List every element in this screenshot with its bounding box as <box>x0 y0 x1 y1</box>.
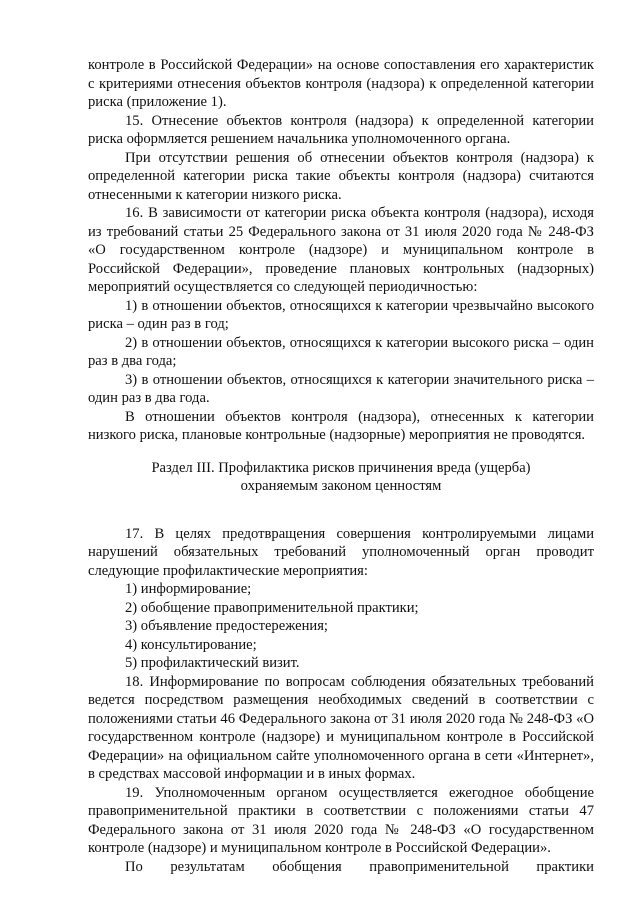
section-heading-line-2: охраняемым законом ценностям <box>240 478 442 494</box>
list-item: 5) профилактический визит. <box>125 655 300 671</box>
paragraph-final: По результатам обобщения правоприменительной практики <box>125 858 594 875</box>
paragraph-low-risk: В отношении объектов контроля (надзора), отнесенных к категории низкого риска, плановые контрольные (надзорные) мероприятия не проводятся. <box>88 408 594 443</box>
list-item-risk-3: 3) в отношении объектов, относящихся к категории значительного риска – один раз в два года. <box>88 371 594 406</box>
spacer <box>88 496 594 525</box>
paragraph-17: 17. В целях предотвращения совершения контролируемыми лицами нарушений обязательных требований уполномоченный орган проводит следующие профилактические мероприятия: <box>88 525 594 579</box>
list-item: 2) обобщение правоприменительной практики; <box>125 599 419 616</box>
paragraph-continuation: контроле в Российской Федерации» на основе сопоставления его характеристик с критериями отнесения объектов контроля (надзора) к определенной категории риска (приложение 1). <box>88 57 594 110</box>
paragraph-16: 16. В зависимости от категории риска объекта контроля (надзора), исходя из требований статьи 25 Федерального закона от 31 июля 2020 года № 248-ФЗ «О государственном контроле (надзоре) и муниципальном контроле в Российской Федерации», проведение плановых контрольных (надзорных) мероприятий осуществляется со следующей периодичностью: <box>88 205 594 295</box>
paragraph-19: 19. Уполномоченным органом осуществляется ежегодное обобщение правоприменительной практики в соответствии с положениями статьи 47 Федерального закона от 31 июля 2020 года № 248-ФЗ «О государственном контроле (надзоре) и муниципальном контроле в Российской Федерации». <box>88 784 594 856</box>
paragraph-15: 15. Отнесение объектов контроля (надзора) к определенной категории риска оформляется решением начальника уполномоченного органа. <box>88 112 594 147</box>
list-item-risk-1: 1) в отношении объектов, относящихся к категории чрезвычайно высокого риска – один раз в год; <box>88 297 594 332</box>
paragraph-no-decision: При отсутствии решения об отнесении объектов контроля (надзора) к определенной категории риска такие объекты контроля (надзора) считаются отнесенными к категории низкого риска. <box>88 149 594 203</box>
section-heading <box>88 459 594 496</box>
document-page <box>88 56 594 876</box>
list-item: 4) консультирование; <box>125 636 257 653</box>
section-heading-line-1: Раздел III. Профилактика рисков причинения вреда (ущерба) <box>151 459 531 476</box>
list-item: 1) информирование; <box>125 581 252 597</box>
paragraph-18: 18. Информирование по вопросам соблюдения обязательных требований ведется посредством размещения необходимых сведений в соответствии с положениями статьи 46 Федерального закона от 31 июля 2020 года № 248-ФЗ «О государственном контроле (надзоре) и муниципальном контроле в Российской Федерации» на официальном сайте уполномоченного органа в сети «Интернет», в средствах массовой информации и в иных формах. <box>88 673 594 782</box>
list-item-risk-2: 2) в отношении объектов, относящихся к категории высокого риска – один раз в два года; <box>88 334 594 369</box>
list-item: 3) объявление предостережения; <box>125 618 328 634</box>
